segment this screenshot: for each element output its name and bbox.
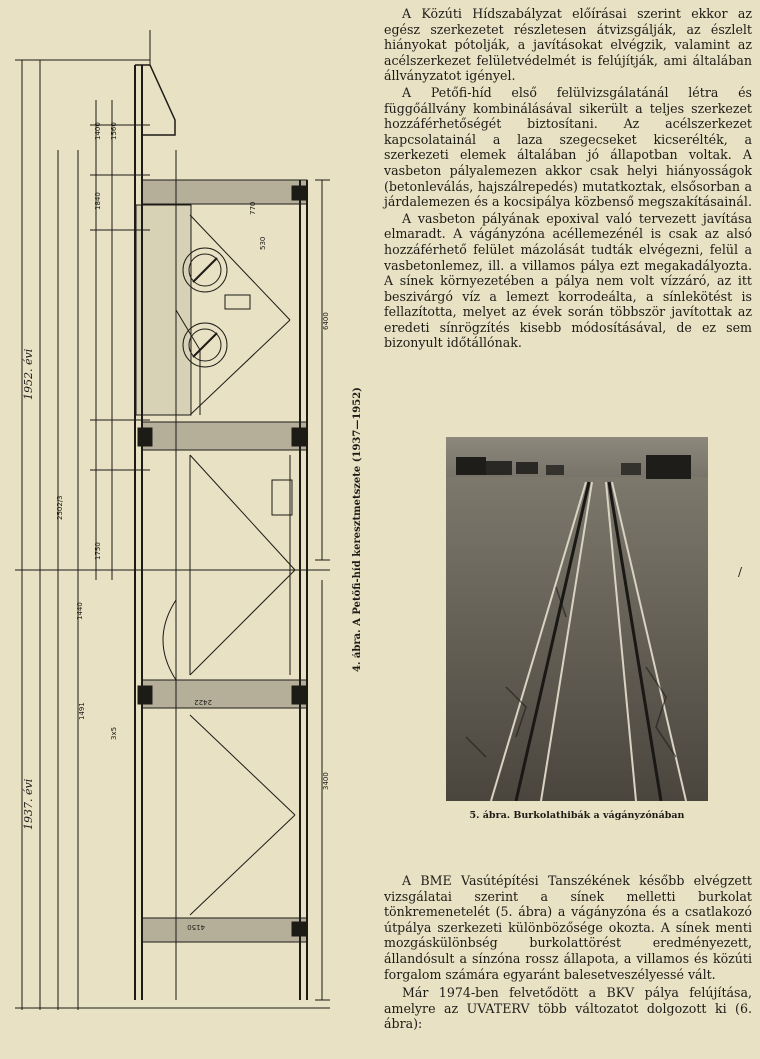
year-label-upper: 1952. évi	[22, 348, 35, 400]
paragraph: A BME Vasútépítési Tanszékének később elvégzett vizsgálatai szerint a sínek melletti burkolat tönkremenetelét (5. ábra) a vágányzóna és a csatlakozó útpálya szerkezeti különbözősége okozta. A sínek menti mozgáskülönbség burkolattörést eredményezett, állandósult a sínzóna rossz állapota, a villamos és közúti forgalom számára egyaránt balesetveszélyessé vált.	[384, 873, 752, 982]
svg-text:530: 530	[259, 236, 267, 250]
paragraph: A Közúti Hídszabályzat előírásai szerint ekkor az egész szerkezetet részletesen átvizsgálják, az észlelt hiányokat pótolják, a javításokat elvégzik, valamint az acélszerkezet felületvédelmét is felújítják, ami általában állványzatot igényel.	[384, 6, 752, 84]
svg-text:770: 770	[249, 201, 257, 215]
text-column-top	[384, 6, 752, 351]
figure-4-caption: 4. ábra. A Petőfi-híd keresztmetszete (1937—1952)	[352, 387, 363, 673]
tram-track-photo-illustration	[446, 437, 708, 801]
svg-text:1400: 1400	[94, 122, 102, 140]
svg-text:4150: 4150	[187, 923, 205, 931]
paragraph: A vasbeton pályának epoxival való tervezett javítása elmaradt. A vágányzóna acéllemezénél is csak az alsó hozzáférhető felület mázolását tudták elvégezni, felül a vasbetonlemez, ill. a villamos pálya ezt megakadályozta. A sínek környezetében a pálya nem volt vízzáró, az itt beszivárgó víz a lemezt korrodeálta, a sínlekötést is fellazította, melyet az évek során többször javítottak az eredeti sínrögzítés kisebb módosításával, de ez sem bizonyult időtállónak.	[384, 210, 752, 351]
paragraph: A Petőfi-híd első felülvizsgálatánál létra és függőállvány kombinálásával sikerült a teljes szerkezet hozzáférhetőségét biztosítani. Az acélszerkezet kapcsolatainál a laza szegecseket kicserélték, a szerkezeti elemek általában jó állapotban voltak. A vasbeton pályalemezen akkor csak helyi hiányosságok (betonleválás, hajszálrepedés) mutatkoztak, elsősorban a járdalemezen és a kocsipálya közbenső megszakításainál.	[384, 84, 752, 210]
svg-text:3400: 3400	[322, 772, 330, 790]
svg-text:6400: 6400	[322, 312, 330, 330]
figure-4-cross-section-drawing	[0, 0, 375, 1059]
figure-5-photo	[446, 437, 708, 801]
svg-text:3x5: 3x5	[110, 726, 118, 740]
paragraph: Már 1974-ben felvetődött a BKV pálya felújítása, amelyre az UVATERV több változatot dolgozott ki (6. ábra):	[384, 985, 752, 1032]
text-column-bottom	[384, 873, 752, 1032]
svg-text:1440: 1440	[76, 602, 84, 620]
svg-text:2422: 2422	[194, 698, 212, 706]
svg-text:1750: 1750	[94, 542, 102, 560]
svg-text:1491: 1491	[78, 702, 86, 720]
svg-text:1840: 1840	[94, 192, 102, 210]
svg-text:1560: 1560	[110, 122, 118, 140]
cross-section-svg	[0, 0, 375, 1059]
svg-text:2502/3: 2502/3	[56, 495, 64, 520]
figure-5-caption: 5. ábra. Burkolathibák a vágányzónában	[469, 810, 685, 821]
year-label-lower: 1937. évi	[22, 778, 35, 830]
stray-mark: /	[738, 565, 743, 579]
